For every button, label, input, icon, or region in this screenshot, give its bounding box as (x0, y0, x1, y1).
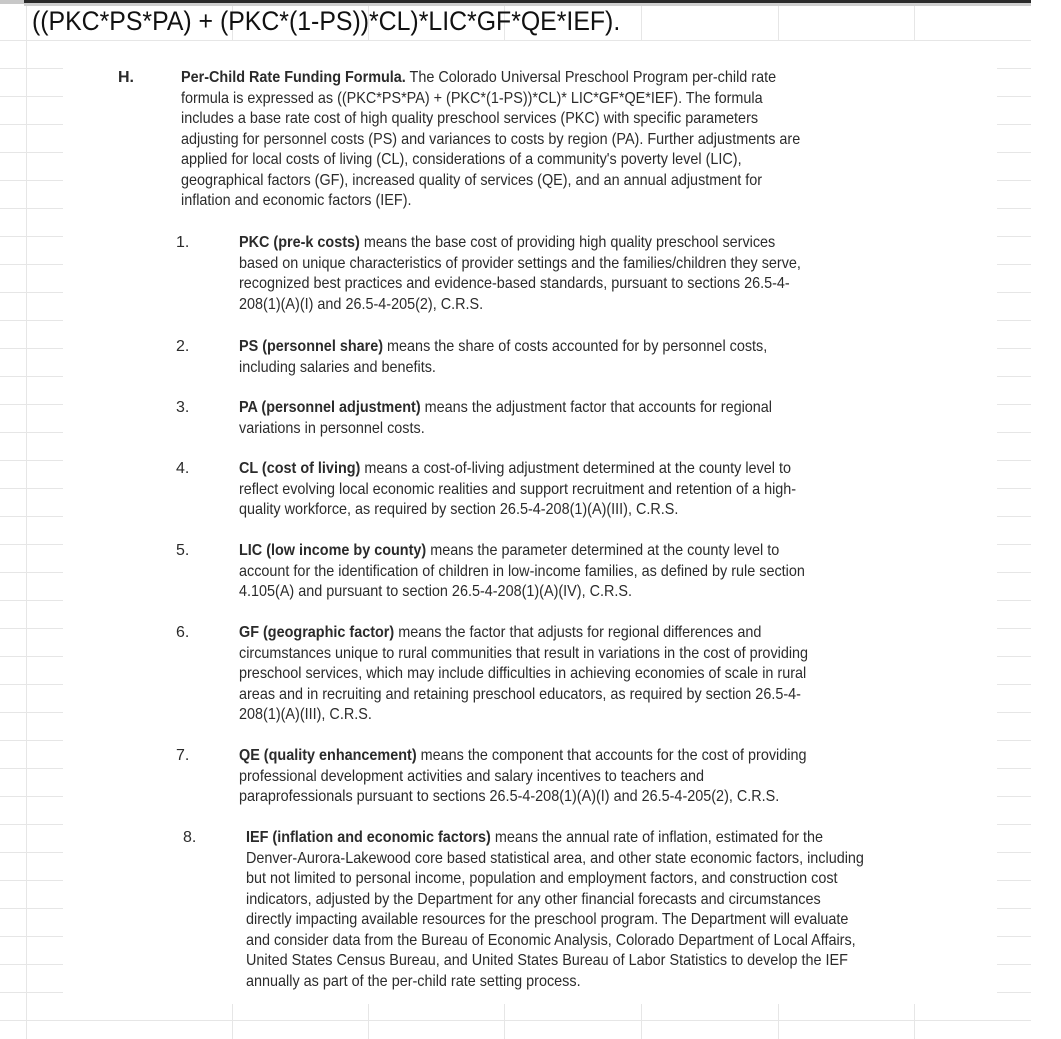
item-line-text: means the adjustment factor that accounts for regional (420, 399, 773, 416)
item-text (239, 398, 950, 439)
item-line-text: variations in personnel costs. (239, 419, 425, 437)
item-term: GF (geographic factor) (239, 624, 395, 641)
item-line (239, 398, 950, 419)
grid-column-line (26, 6, 27, 1039)
item-line (239, 500, 950, 521)
paragraph-text: The Colorado Universal Preschool Program per-child rate (405, 69, 777, 86)
item-line (246, 931, 957, 952)
formula-cell[interactable]: ((PKC*PS*PA) + (PKC*(1-PS))*CL)*LIC*GF*QE*IEF). (32, 6, 621, 36)
item-line-text: United States Census Bureau, and United States Bureau of Labor Statistics to develop the IEF (246, 952, 848, 969)
item-line (239, 562, 950, 583)
item-line-text: preschool services, which may include difficulties in achieving economies of scale in rural (239, 665, 807, 682)
document-text (63, 41, 997, 1004)
item-line-text: recognized best practices and evidence-based standards, pursuant to sections 26.5-4- (239, 275, 790, 292)
item-line (239, 664, 950, 685)
item-line (239, 644, 950, 665)
item-line (239, 787, 950, 808)
document-image-overlay[interactable] (63, 41, 997, 1004)
item-line (246, 972, 957, 993)
item-term: PS (personnel share) (239, 338, 384, 355)
item-line (246, 828, 957, 849)
item-line-text: quality workforce, as required by section 26.5-4-208(1)(A)(III), C.R.S. (239, 501, 679, 518)
paragraph-line (181, 89, 946, 110)
item-number: 7. (176, 747, 190, 764)
item-line-text: circumstances unique to rural communities that result in variations in the cost of providing (239, 644, 809, 662)
item-line (239, 274, 950, 295)
item-line (239, 358, 950, 379)
item-line (246, 849, 957, 870)
item-term: IEF (inflation and economic factors) (246, 829, 491, 846)
item-line-text: including salaries and benefits. (239, 358, 436, 376)
paragraph-line (181, 191, 946, 212)
item-line-text: 4.105(A) and pursuant to section 26.5-4-208(1)(A)(IV), C.R.S. (239, 583, 632, 600)
section-letter: H. (118, 69, 134, 86)
item-text (239, 623, 950, 726)
item-line-text: account for the identification of children in low-income families, as defined by rule section (239, 562, 805, 580)
item-line-text: but not limited to personal income, population and employment factors, and construction cost (246, 870, 838, 887)
item-number: 5. (176, 542, 190, 559)
item-number: 4. (176, 460, 190, 477)
paragraph-text: adjusting for personnel costs (PS) and variances to costs by region (PA). Further adjustments are (181, 130, 801, 148)
item-line-text: means a cost-of-living adjustment determined at the county level to (360, 460, 791, 477)
item-text (239, 337, 950, 378)
item-line-text: means the parameter determined at the county level to (426, 542, 780, 559)
item-line-text: professional development activities and salary incentives to teachers and (239, 767, 705, 785)
item-line (246, 890, 957, 911)
item-line (239, 685, 950, 706)
item-text (239, 541, 950, 603)
item-term: LIC (low income by county) (239, 542, 427, 559)
item-line (239, 295, 950, 316)
item-line (239, 623, 950, 644)
paragraph-text: formula is expressed as ((PKC*PS*PA) + (PKC*(1-PS))*CL)* LIC*GF*QE*IEF). The formula (181, 89, 763, 107)
item-line (239, 337, 950, 358)
item-line-text: 208(1)(A)(I) and 26.5-4-205(2), C.R.S. (239, 295, 484, 313)
item-line-text: 208(1)(A)(III), C.R.S. (239, 706, 372, 723)
item-text (239, 746, 950, 808)
item-line-text: reflect evolving local economic realities and support recruitment and retention of a high- (239, 480, 797, 498)
section-title: Per-Child Rate Funding Formula. (181, 69, 406, 86)
item-line-text: paraprofessionals pursuant to sections 26.5-4-208(1)(A)(I) and 26.5-4-205(2), C.R.S. (239, 788, 780, 805)
item-text (239, 233, 950, 315)
paragraph-line (181, 68, 946, 89)
grid-row-line (0, 1020, 1031, 1021)
item-number: 3. (176, 399, 190, 416)
paragraph-text: geographical factors (GF), increased quality of services (QE), and an annual adjustment for (181, 171, 763, 189)
item-line-text: indicators, adjusted by the Department for any other financial forecasts and circumstances (246, 890, 821, 908)
item-line (246, 951, 957, 972)
item-line-text: and consider data from the Bureau of Economic Analysis, Colorado Department of Local Affairs, (246, 931, 856, 949)
item-line (239, 541, 950, 562)
section-paragraph (181, 68, 946, 212)
item-line (239, 746, 950, 767)
item-term: PKC (pre-k costs) (239, 234, 360, 251)
item-number: 1. (176, 234, 190, 251)
item-term: CL (cost of living) (239, 460, 361, 477)
item-line (239, 254, 950, 275)
item-line-text: means the component that accounts for the cost of providing (416, 747, 807, 764)
item-line (239, 419, 950, 440)
item-line (239, 459, 950, 480)
item-line-text: means the base cost of providing high quality preschool services (359, 234, 776, 251)
item-number: 2. (176, 338, 190, 355)
item-text (246, 828, 957, 992)
item-line (239, 233, 950, 254)
item-line-text: Denver-Aurora-Lakewood core based statistical area, and other state economic factors, including (246, 849, 864, 867)
item-line-text: based on unique characteristics of provider settings and the families/children they serve, (239, 254, 801, 272)
item-line-text: means the share of costs accounted for by personnel costs, (383, 338, 768, 355)
paragraph-line (181, 130, 946, 151)
item-line (239, 480, 950, 501)
item-line-text: means the factor that adjusts for regional differences and (394, 624, 762, 641)
item-line (239, 582, 950, 603)
paragraph-line (181, 150, 946, 171)
item-term: QE (quality enhancement) (239, 747, 417, 764)
paragraph-line (181, 109, 946, 130)
item-line (246, 910, 957, 931)
paragraph-text: includes a base rate cost of high quality preschool services (PKC) with specific parameters (181, 110, 759, 127)
item-term: PA (personnel adjustment) (239, 399, 421, 416)
item-line-text: means the annual rate of inflation, estimated for the (490, 829, 824, 846)
item-text (239, 459, 950, 521)
paragraph-text: inflation and economic factors (IEF). (181, 192, 412, 209)
item-line-text: directly impacting available resources for the preschool program. The Department will evaluate (246, 911, 849, 928)
paragraph-text: applied for local costs of living (CL), considerations of a community's poverty level (LIC), (181, 151, 742, 168)
item-line (239, 767, 950, 788)
item-line-text: areas and in recruiting and retaining preschool educators, as required by section 26.5-4- (239, 685, 801, 703)
item-line-text: annually as part of the per-child rate setting process. (246, 972, 581, 990)
item-number: 8. (183, 829, 197, 846)
item-line (246, 869, 957, 890)
item-line (239, 705, 950, 726)
item-number: 6. (176, 624, 190, 641)
paragraph-line (181, 171, 946, 192)
